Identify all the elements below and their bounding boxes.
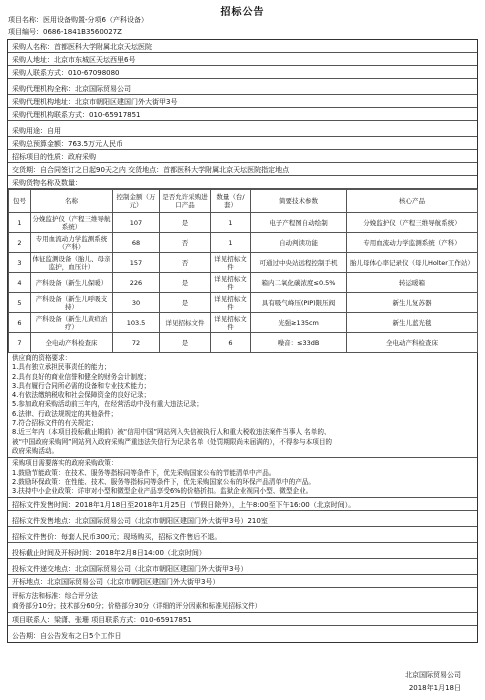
purchaser-name: 采购人名称：首都医科大学附属北京天坛医院 xyxy=(8,40,477,53)
goods-table xyxy=(8,189,478,353)
cell-amount: 30 xyxy=(113,293,160,313)
bid-deadline: 投标截止时间及开标时间：2018年2月8日14:00（北京时间） xyxy=(8,546,477,559)
table-row xyxy=(9,333,478,353)
cell-name: 产科设备（新生儿保暖） xyxy=(31,273,113,293)
cell-import: 是 xyxy=(160,293,211,313)
opening-place: 开标地点：北京国际贸易公司（北京市朝阳区建国门外大街甲3号） xyxy=(8,575,477,588)
cell-core: 专用血流动力学监测系统（产科） xyxy=(347,233,478,253)
header-core-product: 核心产品 xyxy=(347,190,478,213)
cell-amount: 226 xyxy=(113,273,160,293)
qualification-item: 3.具有履行合同所必需的设备和专业技术能力； xyxy=(12,381,151,390)
qualification-item: 被“中国政府采购网”网站列入政府采购严重违法失信行为记录名单（处罚期限尚未届满的），不得参与本项目的 xyxy=(12,437,333,446)
policy-item: 3.扶持中小企业政策：详审对小型和微型企业产品享受6%的价格折扣。监狱企业视同小型、微型企业。 xyxy=(12,487,313,496)
cell-core: 新生儿蓝光毯 xyxy=(347,313,478,333)
cell-quantity: 详见招标文件 xyxy=(211,253,251,273)
cell-import: 是 xyxy=(160,213,211,233)
table-row xyxy=(9,233,478,253)
purchase-budget: 采购总预算金额：763.5万元人民币 xyxy=(8,137,477,150)
evaluation-method: 评标方法和标准：综合评分法 xyxy=(12,592,98,601)
cell-package-no: 6 xyxy=(9,313,31,333)
goods-title: 采购货物名称及数量： xyxy=(8,176,477,189)
cell-quantity: 1 xyxy=(211,213,251,233)
table-row xyxy=(9,313,478,333)
cell-package-no: 7 xyxy=(9,333,31,353)
qualification-item: 6.法律、行政法规规定的其他条件； xyxy=(12,409,118,418)
cell-tech: 光强≥135cm xyxy=(251,313,347,333)
delivery-info: 交货期：自合同签订之日起90天之内 交货地点：首都医科大学附属北京天坛医院指定地点 xyxy=(8,163,477,176)
cell-package-no: 2 xyxy=(9,233,31,253)
cell-amount: 68 xyxy=(113,233,160,253)
cell-tech: 箱内二氧化碳浓度≤0.5% xyxy=(251,273,347,293)
cell-package-no: 1 xyxy=(9,213,31,233)
header-tech-params: 简要技术参数 xyxy=(251,190,347,213)
cell-quantity: 详见招标文件 xyxy=(211,293,251,313)
cell-name: 专用血流动力学监测系统（产科） xyxy=(31,233,113,253)
qualification-item: 5.参加政府采购活动前三年内，在经营活动中没有重大违法记录； xyxy=(12,400,203,409)
goods-table-header xyxy=(9,190,478,213)
sale-price: 招标文件售价：每套人民币300元；现场购买，招标文件售后不退。 xyxy=(8,530,477,543)
table-row xyxy=(9,213,478,233)
agency-contact: 采购代理机构联系方式：010-65917851 xyxy=(8,108,477,121)
policy-item: 2.鼓励环保政策：在性能、技术、服务等指标同等条件下，优先采购国家公布的环保产品清单中的产品。 xyxy=(12,477,316,486)
qualification-heading: 供应商的资格要求： xyxy=(12,354,72,362)
cell-amount: 157 xyxy=(113,253,160,273)
cell-import: 是 xyxy=(160,333,211,353)
submit-place: 投标文件递交地点：北京国际贸易公司（北京市朝阳区建国门外大街甲3号） xyxy=(8,562,477,575)
cell-quantity: 1 xyxy=(211,233,251,253)
cell-package-no: 3 xyxy=(9,253,31,273)
project-nature: 招标项目的性质：政府采购 xyxy=(8,150,477,163)
footer-date: 2018年1月18日 xyxy=(408,684,461,692)
cell-import: 详见招标文件 xyxy=(160,313,211,333)
header-control-amount: 控制金额（万元） xyxy=(113,190,160,213)
cell-quantity: 6 xyxy=(211,333,251,353)
agency-address: 采购代理机构地址：北京市朝阳区建国门外大街甲3号 xyxy=(8,95,477,108)
agency-name: 采购代理机构全称：北京国际贸易公司 xyxy=(8,82,477,95)
policy-section xyxy=(8,458,477,498)
notice-form xyxy=(7,39,478,643)
sale-time: 招标文件发售时间：2018年1月18日至2018年1月25日（节假日除外），上午8:00至下午16:00（北京时间）。 xyxy=(8,498,477,511)
cell-package-no: 5 xyxy=(9,293,31,313)
qualification-section xyxy=(8,353,477,458)
cell-tech: 自动判读功能 xyxy=(251,233,347,253)
evaluation-scores: 商务部分10分；技术部分60分；价格部分30分（详细的评分因素和标准见招标文件） xyxy=(12,601,262,610)
policy-item: 1.鼓励节能政策：在技术、服务等指标同等条件下，优先采购国家公布的节能清单中产品。 xyxy=(12,468,276,477)
notice-period: 公告期：自公告发布之日5个工作日 xyxy=(12,632,122,641)
project-name: 项目名称：医用设备购置-分项6（产科设备） xyxy=(8,16,148,24)
cell-name: 产科设备（新生儿黄疸治疗） xyxy=(31,313,113,333)
cell-name: 全电动产科检查床 xyxy=(31,333,113,353)
header-name: 名称 xyxy=(31,190,113,213)
cell-name: 产科设备（新生儿呼吸支持） xyxy=(31,293,113,313)
contact-person: 项目联系人：梁潇、张珊 项目联系方式：010-65917851 xyxy=(8,613,477,626)
cell-core: 新生儿复苏器 xyxy=(347,293,478,313)
purchaser-address: 采购人地址：北京市东城区天坛西里6号 xyxy=(8,53,477,66)
cell-import: 是 xyxy=(160,273,211,293)
header-import-allowed: 是否允许采购进口产品 xyxy=(160,190,211,213)
notice-title: 招标公告 xyxy=(220,7,265,18)
cell-amount: 107 xyxy=(113,213,160,233)
cell-import: 否 xyxy=(160,253,211,273)
cell-import: 否 xyxy=(160,233,211,253)
cell-amount: 103.5 xyxy=(113,313,160,333)
cell-quantity: 详见招标文件 xyxy=(211,273,251,293)
purchase-purpose: 采购用途：自用 xyxy=(8,124,477,137)
cell-package-no: 4 xyxy=(9,273,31,293)
cell-tech: 噪音：≤33dB xyxy=(251,333,347,353)
qualification-item: 2.具有良好的商业信誉和健全的财务会计制度； xyxy=(12,372,151,381)
purchaser-contact: 采购人联系方式：010-67098080 xyxy=(8,66,477,79)
cell-quantity: 详见招标文件 xyxy=(211,313,251,333)
qualification-item: 8.近三年内（本项目投标截止期前）被“信用中国”网站列入失信被执行人和重大税收违法案件当事人 名单的、 xyxy=(12,428,331,437)
table-row xyxy=(9,273,478,293)
project-number: 项目编号：0686-1841B3560027Z xyxy=(8,28,122,36)
qualification-item: 1.具有独立承担民事责任的能力； xyxy=(12,363,111,372)
table-row xyxy=(9,253,478,273)
cell-core: 胎儿母体心率记录仪（母儿Holter工作站） xyxy=(347,253,478,273)
cell-name: 体征监测设备（胎儿、母亲监护，血压计） xyxy=(32,254,111,271)
qualification-item: 7.符合招标文件的有关规定； xyxy=(12,419,98,428)
qualification-item: 政府采购活动。 xyxy=(12,446,59,455)
qualification-item: 4.有依法缴纳税收和社会保障资金的良好记录； xyxy=(12,391,151,400)
policy-heading: 采购项目需要落实的政府采购政策： xyxy=(12,459,118,468)
evaluation-section xyxy=(8,591,477,613)
header-package-no: 包号 xyxy=(9,190,31,213)
cell-tech: 具有吸气峰压(PIP)限压阀 xyxy=(251,293,347,313)
cell-name: 分娩监护仪（产程三维导航系统） xyxy=(32,214,111,231)
header-quantity: 数量（台/套） xyxy=(211,190,251,213)
footer-company: 北京国际贸易公司 xyxy=(405,671,461,679)
cell-tech: 可通过中央站远程控制手机 xyxy=(251,253,347,273)
table-row xyxy=(9,293,478,313)
cell-amount: 72 xyxy=(113,333,160,353)
cell-core: 转运暖箱 xyxy=(347,273,478,293)
sale-place: 招标文件发售地点：北京国际贸易公司（北京市朝阳区建国门外大街甲3号）210室 xyxy=(8,514,477,527)
cell-tech: 电子产程图自动绘制 xyxy=(251,213,347,233)
cell-core: 全电动产科检查床 xyxy=(347,333,478,353)
cell-core: 分娩监护仪（产程三维导航系统） xyxy=(347,213,478,233)
